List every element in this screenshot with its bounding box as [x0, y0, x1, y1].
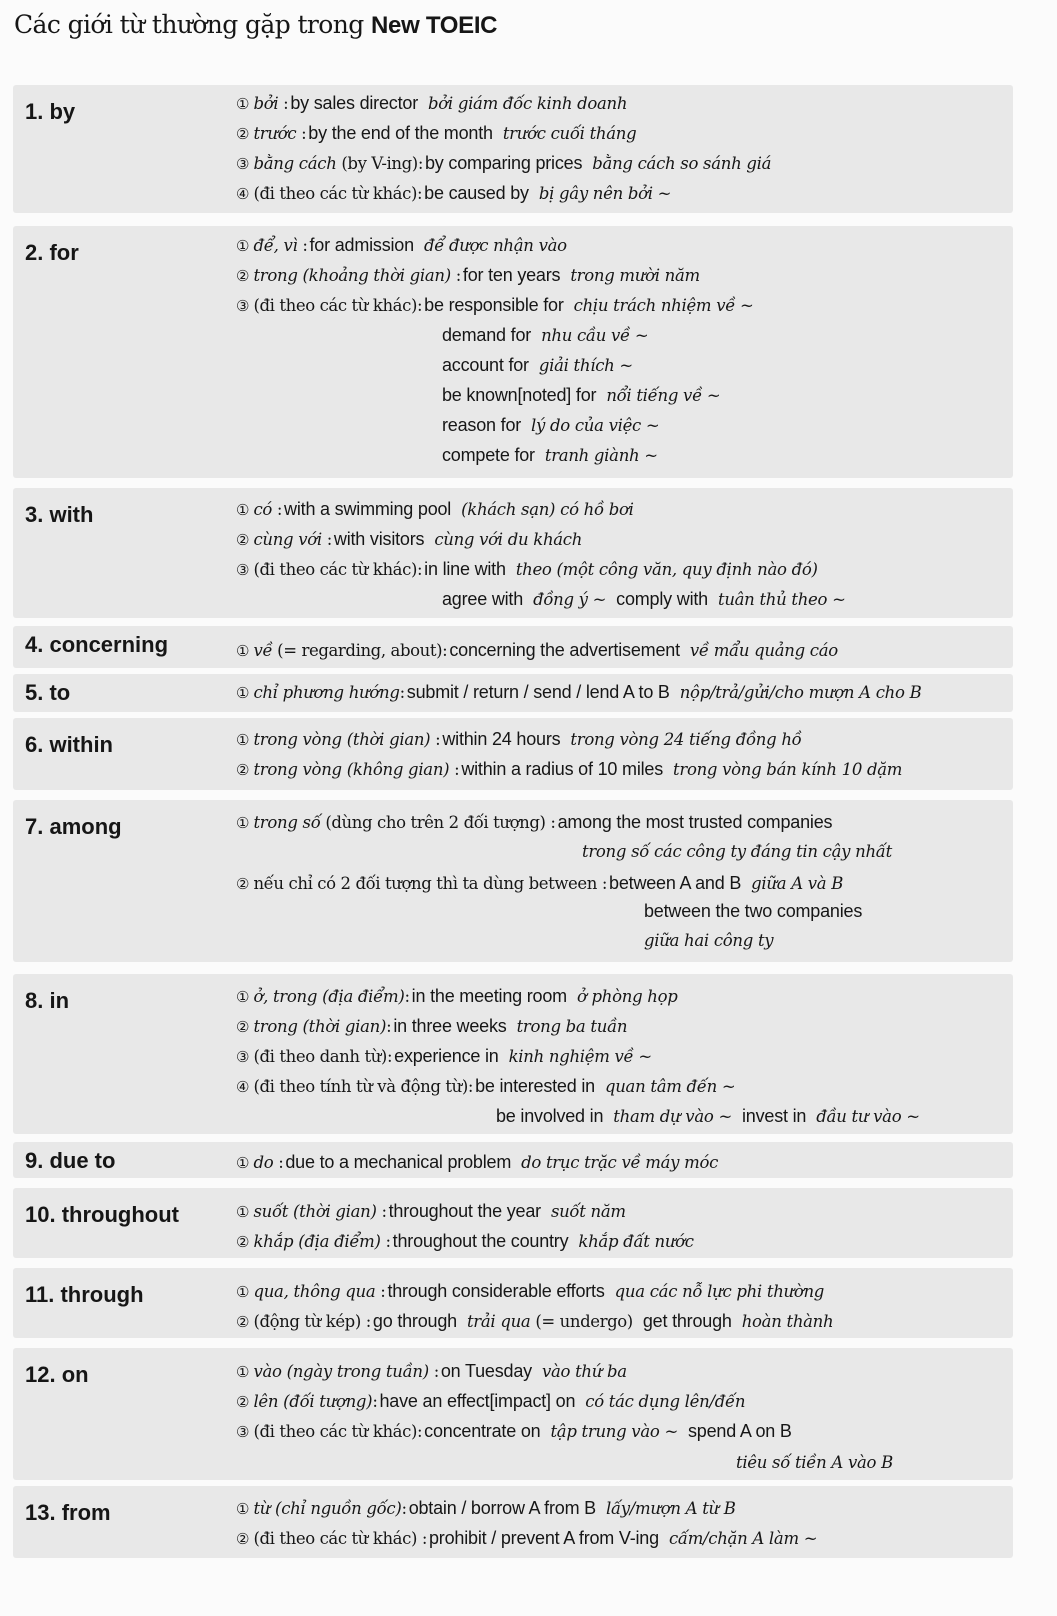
item-marker: ①	[236, 95, 250, 113]
english-example: spend A on B	[687, 1421, 792, 1441]
vietnamese-meaning: chịu trách nhiệm về ~	[573, 296, 754, 315]
english-example: compete for	[442, 445, 535, 465]
section-heading: 9. due to	[25, 1148, 116, 1173]
vietnamese-meaning: nộp/trả/gửi/cho mượn A cho B	[679, 683, 922, 702]
item-marker: ①	[236, 501, 250, 519]
english-example: between the two companies	[644, 901, 863, 921]
english-example: reason for	[442, 415, 522, 435]
section-heading: 6. within	[25, 732, 113, 757]
vietnamese-meaning: trong vòng (thời gian)	[253, 730, 431, 749]
note-text: :	[375, 1282, 386, 1301]
vietnamese-meaning: có tác dụng lên/đến	[585, 1392, 746, 1411]
usage-line	[440, 384, 720, 407]
section-heading: 8. in	[25, 988, 70, 1013]
vietnamese-meaning: chỉ phương hướng	[253, 683, 400, 702]
usage-line	[236, 811, 834, 834]
note-text: (by V-ing):	[336, 154, 423, 173]
vietnamese-meaning: cấm/chặn A làm ~	[668, 1529, 818, 1548]
usage-line	[644, 930, 773, 952]
english-example: experience in	[394, 1046, 499, 1066]
vietnamese-meaning: trong vòng bán kính 10 dặm	[673, 760, 903, 779]
item-marker: ①	[236, 814, 250, 832]
vietnamese-meaning: (khách sạn) có hồ bơi	[461, 500, 634, 519]
english-example: concentrate on	[424, 1421, 541, 1441]
usage-line	[236, 758, 902, 781]
usage-line	[236, 528, 582, 551]
english-example: by comparing prices	[425, 153, 583, 173]
english-example: prohibit / prevent A from V-ing	[429, 1528, 659, 1548]
english-example: go through	[372, 1311, 457, 1331]
title-english: New TOEIC	[371, 12, 498, 39]
vietnamese-meaning: quan tâm đến ~	[604, 1077, 736, 1096]
english-example: obtain / borrow A from B	[408, 1498, 596, 1518]
english-example: be responsible for	[424, 295, 564, 315]
usage-line	[236, 1075, 735, 1098]
item-marker: ②	[236, 1530, 250, 1548]
item-marker: ①	[236, 1283, 250, 1301]
usage-line	[236, 639, 838, 662]
vietnamese-meaning: cùng với du khách	[434, 530, 583, 549]
usage-line	[236, 681, 921, 704]
item-marker: ①	[236, 237, 250, 255]
section-heading: 5. to	[25, 680, 71, 705]
vietnamese-meaning: khắp đất nước	[578, 1232, 694, 1251]
vietnamese-meaning: suốt năm	[550, 1202, 626, 1221]
vietnamese-meaning: trong (thời gian)	[253, 1017, 387, 1036]
note-text: nếu chỉ có 2 đối tượng thì ta dùng between :	[253, 874, 608, 893]
note-text: (đi theo các từ khác):	[253, 184, 423, 203]
vietnamese-meaning: đồng ý ~	[533, 590, 607, 609]
note-text: :	[272, 500, 283, 519]
note-text: :	[321, 530, 332, 549]
item-marker: ②	[236, 1233, 250, 1251]
vietnamese-meaning: bởi	[253, 94, 279, 113]
item-marker: ②	[236, 1393, 250, 1411]
note-text: :	[372, 1392, 378, 1411]
note-text: :	[401, 1499, 407, 1518]
usage-line	[236, 1151, 718, 1174]
note-text: :	[297, 236, 308, 255]
vietnamese-meaning: suốt (thời gian)	[253, 1202, 377, 1221]
item-marker: ②	[236, 531, 250, 549]
vietnamese-meaning: qua các nỗ lực phi thường	[614, 1282, 825, 1301]
english-example: demand for	[442, 325, 532, 345]
item-marker: ④	[236, 185, 250, 203]
vietnamese-meaning: để được nhận vào	[423, 236, 567, 255]
note-text: (đi theo các từ khác):	[253, 296, 423, 315]
english-example: be interested in	[475, 1076, 595, 1096]
english-example: be involved in	[496, 1106, 604, 1126]
title-vietnamese: Các giới từ thường gặp trong	[14, 10, 364, 39]
usage-line	[236, 152, 771, 175]
section-heading: 4. concerning	[25, 632, 169, 657]
vietnamese-meaning: có	[253, 500, 273, 519]
english-example: in three weeks	[393, 1016, 507, 1036]
english-example: throughout the year	[388, 1201, 541, 1221]
item-marker: ③	[236, 561, 250, 579]
english-example: for admission	[309, 235, 414, 255]
vietnamese-meaning: ở, trong (địa điểm)	[253, 987, 405, 1006]
item-marker: ①	[236, 642, 250, 660]
item-marker: ①	[236, 684, 250, 702]
usage-line	[236, 1200, 626, 1223]
vietnamese-meaning: tập trung vào ~	[550, 1422, 678, 1441]
vietnamese-meaning: do trục trặc về máy móc	[521, 1153, 719, 1172]
item-marker: ③	[236, 155, 250, 173]
note-text: :	[278, 94, 289, 113]
english-example: with visitors	[333, 529, 425, 549]
usage-line	[236, 498, 634, 521]
english-example: between A and B	[609, 873, 742, 893]
vietnamese-meaning: trước cuối tháng	[502, 124, 637, 143]
usage-line	[236, 1015, 627, 1038]
note-text: :	[296, 124, 307, 143]
item-marker: ①	[236, 1363, 250, 1381]
vietnamese-meaning: theo (một công văn, quy định nào đó)	[515, 560, 818, 579]
vietnamese-meaning: giữa A và B	[751, 874, 844, 893]
usage-line	[642, 900, 864, 923]
vietnamese-meaning: về mẩu quảng cáo	[689, 641, 838, 660]
vietnamese-meaning: bằng cách so sánh giá	[592, 154, 772, 173]
vietnamese-meaning: kinh nghiệm về ~	[508, 1047, 652, 1066]
note-text: (đi theo các từ khác):	[253, 1422, 423, 1441]
section-heading: 12. on	[25, 1362, 89, 1387]
usage-line	[236, 234, 567, 257]
vietnamese-meaning: từ (chỉ nguồn gốc)	[253, 1499, 402, 1518]
vietnamese-meaning: vào thứ ba	[541, 1362, 627, 1381]
note-text: (dùng cho trên 2 đối tượng) :	[320, 813, 556, 832]
english-example: account for	[442, 355, 529, 375]
usage-line	[236, 1360, 627, 1383]
usage-line	[236, 1390, 745, 1413]
note-text: :	[449, 760, 460, 779]
english-example: be known[noted] for	[442, 385, 597, 405]
usage-line	[236, 728, 801, 751]
item-marker: ①	[236, 1203, 250, 1221]
section-heading: 10. throughout	[25, 1202, 179, 1227]
vietnamese-meaning: vào (ngày trong tuần)	[253, 1362, 429, 1381]
section-heading: 3. with	[25, 502, 94, 527]
item-marker: ②	[236, 1018, 250, 1036]
usage-line	[236, 92, 627, 115]
note-text: :	[386, 1017, 392, 1036]
vietnamese-meaning: tranh giành ~	[544, 446, 658, 465]
vietnamese-meaning: do	[253, 1153, 274, 1172]
section-heading: 13. from	[25, 1500, 111, 1525]
usage-line	[236, 1280, 824, 1303]
item-marker: ①	[236, 1154, 250, 1172]
vietnamese-meaning: nổi tiếng về ~	[606, 386, 721, 405]
usage-line	[236, 122, 636, 145]
vietnamese-meaning: bị gây nên bởi ~	[538, 184, 672, 203]
english-example: submit / return / send / lend A to B	[406, 682, 670, 702]
note-text: (đi theo các từ khác) :	[253, 1529, 427, 1548]
item-marker: ②	[236, 1313, 250, 1331]
usage-line	[440, 588, 846, 611]
english-example: comply with	[616, 589, 708, 609]
vietnamese-meaning: đầu tư vào ~	[816, 1107, 920, 1126]
item-marker: ③	[236, 297, 250, 315]
item-marker: ③	[236, 1423, 250, 1441]
vietnamese-meaning: cùng với	[253, 530, 322, 549]
english-example: have an effect[impact] on	[379, 1391, 576, 1411]
english-example: get through	[642, 1311, 732, 1331]
section-heading: 7. among	[25, 814, 122, 839]
vietnamese-meaning: lấy/mượn A từ B	[605, 1499, 736, 1518]
note-text: (= regarding, about):	[272, 641, 448, 660]
usage-line	[236, 294, 754, 317]
note-text: :	[430, 730, 441, 749]
item-marker: ③	[236, 1048, 250, 1066]
usage-line	[440, 324, 648, 347]
usage-line	[440, 354, 633, 377]
item-marker: ④	[236, 1078, 250, 1096]
usage-line	[236, 1045, 652, 1068]
usage-line	[236, 264, 700, 287]
note-text: :	[380, 1232, 391, 1251]
english-example: within a radius of 10 miles	[461, 759, 664, 779]
section-heading: 2. for	[25, 240, 79, 265]
english-example: due to a mechanical problem	[285, 1152, 512, 1172]
usage-line	[236, 872, 843, 895]
usage-line	[236, 1497, 736, 1520]
vietnamese-meaning: trong ba tuần	[516, 1017, 628, 1036]
item-marker: ②	[236, 875, 250, 893]
item-marker: ②	[236, 125, 250, 143]
usage-line	[494, 1105, 920, 1128]
english-example: by sales director	[290, 93, 418, 113]
note-text: (động từ kép) :	[253, 1312, 371, 1331]
usage-line	[440, 414, 659, 437]
usage-line	[582, 841, 892, 863]
section-heading: 1. by	[25, 99, 76, 124]
usage-line	[236, 558, 818, 581]
note-text: :	[399, 683, 405, 702]
vietnamese-meaning: trước	[253, 124, 297, 143]
item-marker: ②	[236, 761, 250, 779]
english-example: within 24 hours	[442, 729, 561, 749]
vietnamese-meaning: qua, thông qua	[253, 1282, 376, 1301]
note-text: (đi theo các từ khác):	[253, 560, 423, 579]
vietnamese-meaning: tham dự vào ~	[613, 1107, 732, 1126]
usage-line	[736, 1452, 893, 1474]
vietnamese-meaning: tiêu số tiền A vào B	[736, 1453, 893, 1472]
vietnamese-meaning: bằng cách	[253, 154, 337, 173]
note-text: :	[376, 1202, 387, 1221]
item-marker: ①	[236, 988, 250, 1006]
note-text: :	[450, 266, 461, 285]
note-text: :	[273, 1153, 284, 1172]
item-marker: ①	[236, 1500, 250, 1518]
usage-line	[236, 182, 671, 205]
vietnamese-meaning: nhu cầu về ~	[541, 326, 649, 345]
vietnamese-meaning: giải thích ~	[538, 356, 633, 375]
english-example: by the end of the month	[308, 123, 493, 143]
vietnamese-meaning: trong vòng 24 tiếng đồng hồ	[570, 730, 802, 749]
english-example: be caused by	[424, 183, 529, 203]
english-example: in line with	[424, 559, 506, 579]
vietnamese-meaning: khắp (địa điểm)	[253, 1232, 381, 1251]
english-example: in the meeting room	[411, 986, 567, 1006]
vietnamese-meaning: ở phòng họp	[576, 987, 678, 1006]
section-heading: 11. through	[25, 1282, 144, 1307]
english-example: through considerable efforts	[387, 1281, 605, 1301]
vietnamese-meaning: trong mười năm	[570, 266, 700, 285]
usage-line	[236, 1527, 817, 1550]
usage-line	[236, 1310, 833, 1333]
vietnamese-meaning: lý do của việc ~	[531, 416, 660, 435]
vietnamese-meaning: lên (đối tượng)	[253, 1392, 373, 1411]
vietnamese-meaning: giữa hai công ty	[644, 931, 774, 950]
note-text: (đi theo tính từ và động từ):	[253, 1077, 474, 1096]
vietnamese-meaning: tuân thủ theo ~	[717, 590, 846, 609]
english-example: for ten years	[462, 265, 561, 285]
usage-line	[236, 1230, 694, 1253]
english-example: agree with	[442, 589, 524, 609]
vietnamese-meaning: hoàn thành	[741, 1312, 834, 1331]
vietnamese-meaning: bởi giám đốc kinh doanh	[428, 94, 628, 113]
vietnamese-meaning: trong số các công ty đáng tin cậy nhất	[582, 842, 892, 861]
english-example: concerning the advertisement	[449, 640, 680, 660]
note-text: :	[428, 1362, 439, 1381]
english-example: on Tuesday	[440, 1361, 532, 1381]
usage-line	[236, 1420, 794, 1443]
english-example: throughout the country	[392, 1231, 569, 1251]
vietnamese-meaning: trong số	[253, 813, 321, 832]
english-example: invest in	[741, 1106, 807, 1126]
vietnamese-meaning: về	[253, 641, 273, 660]
english-example: with a swimming pool	[284, 499, 452, 519]
vietnamese-meaning: để, vì	[253, 236, 298, 255]
item-marker: ①	[236, 731, 250, 749]
page-title	[14, 10, 497, 40]
vietnamese-meaning: trong (khoảng thời gian)	[253, 266, 451, 285]
english-example: among the most trusted companies	[557, 812, 833, 832]
note-text: (= undergo)	[530, 1312, 633, 1331]
note-text: :	[404, 987, 410, 1006]
usage-line	[236, 985, 678, 1008]
vietnamese-meaning: trong vòng (không gian)	[253, 760, 450, 779]
note-text: (đi theo danh từ):	[253, 1047, 393, 1066]
vietnamese-meaning: trải qua	[466, 1312, 531, 1331]
usage-line	[440, 444, 658, 467]
item-marker: ②	[236, 267, 250, 285]
